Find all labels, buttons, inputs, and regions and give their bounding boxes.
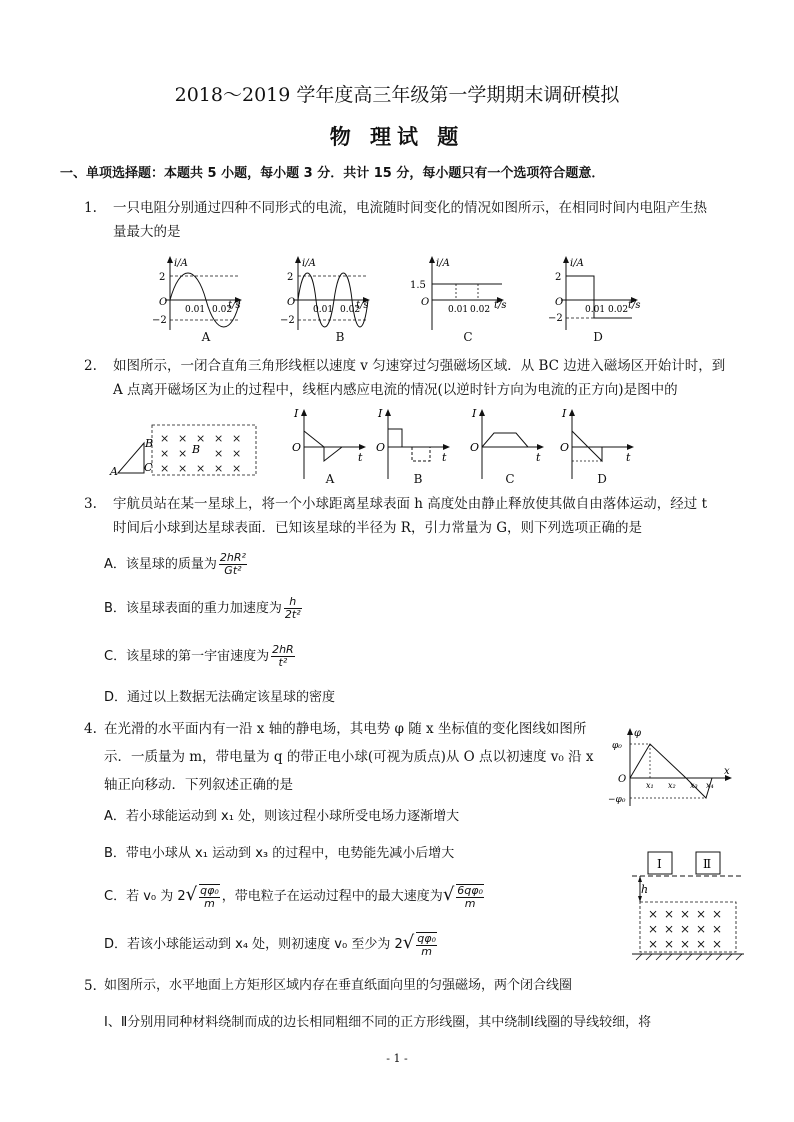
svg-text:0.02: 0.02 (212, 305, 233, 315)
q2-text-line2: A 点离开磁场区为止的过程中，线框内感应电流的情况(以逆时针方向为电流的正方向)是图中的 (113, 382, 678, 398)
svg-text:×: × (680, 907, 691, 921)
svg-text:×: × (648, 922, 659, 936)
q1-graph-b (280, 256, 370, 330)
svg-text:x: x (724, 766, 730, 777)
svg-text:×: × (214, 432, 224, 445)
svg-text:×: × (664, 922, 675, 936)
q1-graph-d (548, 256, 641, 330)
q5-text-line1: 如图所示，水平地面上方矩形区域内存在垂直纸面向里的匀强磁场，两个闭合线圈 (104, 978, 573, 993)
q4-potential-graph (608, 726, 734, 810)
q2-text-line1: 如图所示，一闭合直角三角形线框以速度 v 匀速穿过匀强磁场区域．从 BC 边进入磁场区开始计时，到 (113, 358, 726, 374)
svg-text:0.01: 0.01 (448, 305, 469, 315)
svg-text:−2: −2 (152, 315, 167, 326)
q3-option-d[interactable]: D．通过以上数据无法确定该星球的密度 (104, 690, 336, 705)
svg-text:×: × (664, 937, 675, 951)
svg-text:0.02: 0.02 (340, 305, 361, 315)
q2-graph-a (292, 407, 366, 479)
svg-text:×: × (178, 462, 188, 475)
coil-2-label: Ⅱ (703, 857, 712, 871)
coil-1-label: Ⅰ (657, 857, 662, 871)
svg-text:t: t (442, 451, 447, 464)
q4-option-a[interactable]: A．若小球能运动到 x₁ 处，则该过程小球所受电场力逐渐增大 (104, 809, 460, 824)
svg-text:1.5: 1.5 (410, 280, 426, 291)
q5-coil-figure (628, 846, 748, 966)
q4-option-b[interactable]: B．带电小球从 x₁ 运动到 x₃ 的过程中，电势能先减小后增大 (104, 846, 455, 861)
q1-label-a: A (201, 330, 211, 344)
svg-text:0.01: 0.01 (313, 305, 334, 315)
svg-text:t: t (536, 451, 541, 464)
q2-graph-b (376, 407, 450, 479)
svg-text:I: I (472, 407, 477, 420)
svg-text:O: O (470, 441, 480, 454)
q3-option-c[interactable]: C．该星球的第一宇宙速度为 $\frac{2hR}{\text{t²}}$ (104, 643, 294, 669)
svg-text:×: × (648, 907, 659, 921)
svg-text:×: × (696, 907, 707, 921)
svg-text:i/A: i/A (302, 258, 316, 269)
exam-subtitle: 物 理试 题 (329, 124, 465, 149)
svg-text:×: × (196, 462, 206, 475)
svg-text:−φ₀: −φ₀ (608, 795, 626, 805)
svg-text:x₃: x₃ (690, 781, 698, 790)
svg-text:x₂: x₂ (668, 781, 676, 790)
svg-text:2: 2 (555, 272, 562, 283)
svg-text:O: O (159, 297, 168, 308)
svg-text:t: t (626, 451, 631, 464)
svg-text:×: × (232, 447, 242, 460)
q1a-y-axis: i/A (174, 258, 188, 269)
svg-text:I: I (562, 407, 567, 420)
q5-number: 5． (84, 978, 107, 994)
page-number: - 1 - (386, 1052, 408, 1065)
svg-text:h: h (641, 883, 649, 896)
q4-number: 4. (84, 721, 97, 737)
q2-label-d: D (597, 472, 607, 486)
q2-figure (108, 405, 648, 485)
svg-text:O: O (287, 297, 296, 308)
svg-text:x₁: x₁ (646, 781, 654, 790)
svg-text:×: × (178, 432, 188, 445)
svg-text:−2: −2 (280, 315, 295, 326)
svg-text:×: × (160, 447, 170, 460)
q4-text-line3: 轴正向移动．下列叙述正确的是 (104, 777, 293, 793)
svg-text:×: × (648, 937, 659, 951)
svg-text:×: × (712, 922, 723, 936)
exam-title: 2018～2019 学年度高三年级第一学期期末调研模拟 (174, 84, 620, 106)
q2-graph-d (560, 407, 634, 479)
svg-text:×: × (712, 907, 723, 921)
svg-text:×: × (160, 462, 170, 475)
q1-number: 1. (84, 200, 97, 216)
q4-option-c[interactable]: C．若 v₀ 为 2√ $\frac{\text{qφ₀}}{m}$ ，带电粒子在运动过程中的最大速度为√ $\frac{\text{6qφ₀}}{m}$ (104, 883, 483, 910)
svg-text:×: × (178, 447, 188, 460)
svg-text:×: × (214, 462, 224, 475)
q5-text-line2: Ⅰ、Ⅱ分别用同种材料绕制而成的边长相同粗细不同的正方形线圈，其中绕制Ⅰ线圈的导线较细，将 (104, 1015, 652, 1030)
svg-text:×: × (696, 937, 707, 951)
svg-text:−2: −2 (548, 313, 563, 324)
svg-text:t/s: t/s (356, 300, 369, 311)
svg-text:O: O (421, 297, 430, 308)
q1-text-line1: 一只电阻分别通过四种不同形式的电流，电流随时间变化的情况如图所示，在相同时间内电阻产生热 (113, 200, 707, 216)
q1-graph-c (410, 256, 507, 330)
svg-text:×: × (232, 432, 242, 445)
q2-label-b: B (413, 472, 423, 486)
svg-text:0.01: 0.01 (585, 305, 606, 315)
svg-text:×: × (160, 432, 170, 445)
svg-text:×: × (196, 432, 206, 445)
svg-text:×: × (680, 937, 691, 951)
svg-text:B: B (145, 437, 154, 450)
svg-text:2: 2 (287, 272, 294, 283)
svg-text:I: I (294, 407, 299, 420)
q1-label-b: B (335, 330, 345, 344)
svg-text:O: O (555, 297, 564, 308)
q2-label-c: C (505, 472, 515, 486)
q3-text-line1: 宇航员站在某一星球上，将一个小球距离星球表面 h 高度处由静止释放使其做自由落体运动，经过 t (113, 496, 707, 512)
q3-number: 3. (84, 496, 97, 512)
svg-text:i/A: i/A (570, 258, 584, 269)
q1-label-c: C (463, 330, 473, 344)
svg-text:C: C (144, 461, 153, 474)
q4-text-line1: 在光滑的水平面内有一沿 x 轴的静电场，其电势 φ 随 x 坐标值的变化图线如图所 (104, 721, 587, 737)
svg-text:×: × (214, 447, 224, 460)
svg-text:t/s: t/s (494, 300, 507, 311)
q2-label-a: A (325, 472, 335, 486)
svg-text:B: B (192, 443, 201, 456)
svg-text:φ: φ (634, 728, 642, 739)
svg-text:t/s: t/s (628, 300, 641, 311)
q4-option-d[interactable]: D．若该小球能运动到 x₄ 处，则初速度 v₀ 至少为 2√ $\frac{\text{qφ₀}}{m}$ (104, 931, 436, 958)
svg-text:t: t (358, 451, 363, 464)
svg-text:O: O (376, 441, 386, 454)
svg-text:×: × (712, 937, 723, 951)
svg-text:x₄: x₄ (706, 781, 714, 790)
q3-option-b[interactable]: B．该星球表面的重力加速度为 $\frac{h}{\text{2t²}}$ (104, 595, 301, 621)
q3-text-line2: 时间后小球到达星球表面．已知该星球的半径为 R，引力常量为 G，则下列选项正确的是 (113, 520, 643, 536)
q1-text-line2: 量最大的是 (113, 224, 181, 240)
q1-graph-a (152, 256, 242, 330)
svg-text:0.01: 0.01 (185, 305, 206, 315)
svg-text:φ₀: φ₀ (612, 741, 622, 751)
q4-text-line2: 示．一质量为 m，带电量为 q 的带正电小球(可视为质点)从 O 点以初速度 v₀ 沿 x (104, 749, 594, 765)
svg-text:0.02: 0.02 (608, 305, 629, 315)
section-heading: 一、单项选择题：本题共 5 小题，每小题 3 分．共计 15 分，每小题只有一个选项符合题意． (60, 166, 605, 181)
svg-text:0.02: 0.02 (470, 305, 491, 315)
q2-number: 2. (84, 358, 97, 374)
svg-text:×: × (664, 907, 675, 921)
q3-option-a[interactable]: A．该星球的质量为 $\frac{\text{2hR²}}{\text{Gt²}}$ (104, 551, 246, 577)
svg-text:i/A: i/A (436, 258, 450, 269)
svg-text:I: I (378, 407, 383, 420)
svg-text:×: × (680, 922, 691, 936)
svg-text:2: 2 (159, 272, 166, 283)
q2-graph-c (470, 407, 544, 479)
q1-label-d: D (593, 330, 603, 344)
svg-text:O: O (618, 774, 627, 785)
svg-text:×: × (232, 462, 242, 475)
svg-text:t/s: t/s (228, 300, 241, 311)
svg-text:A: A (110, 465, 118, 478)
svg-text:O: O (292, 441, 302, 454)
svg-text:×: × (696, 922, 707, 936)
svg-text:O: O (560, 441, 570, 454)
